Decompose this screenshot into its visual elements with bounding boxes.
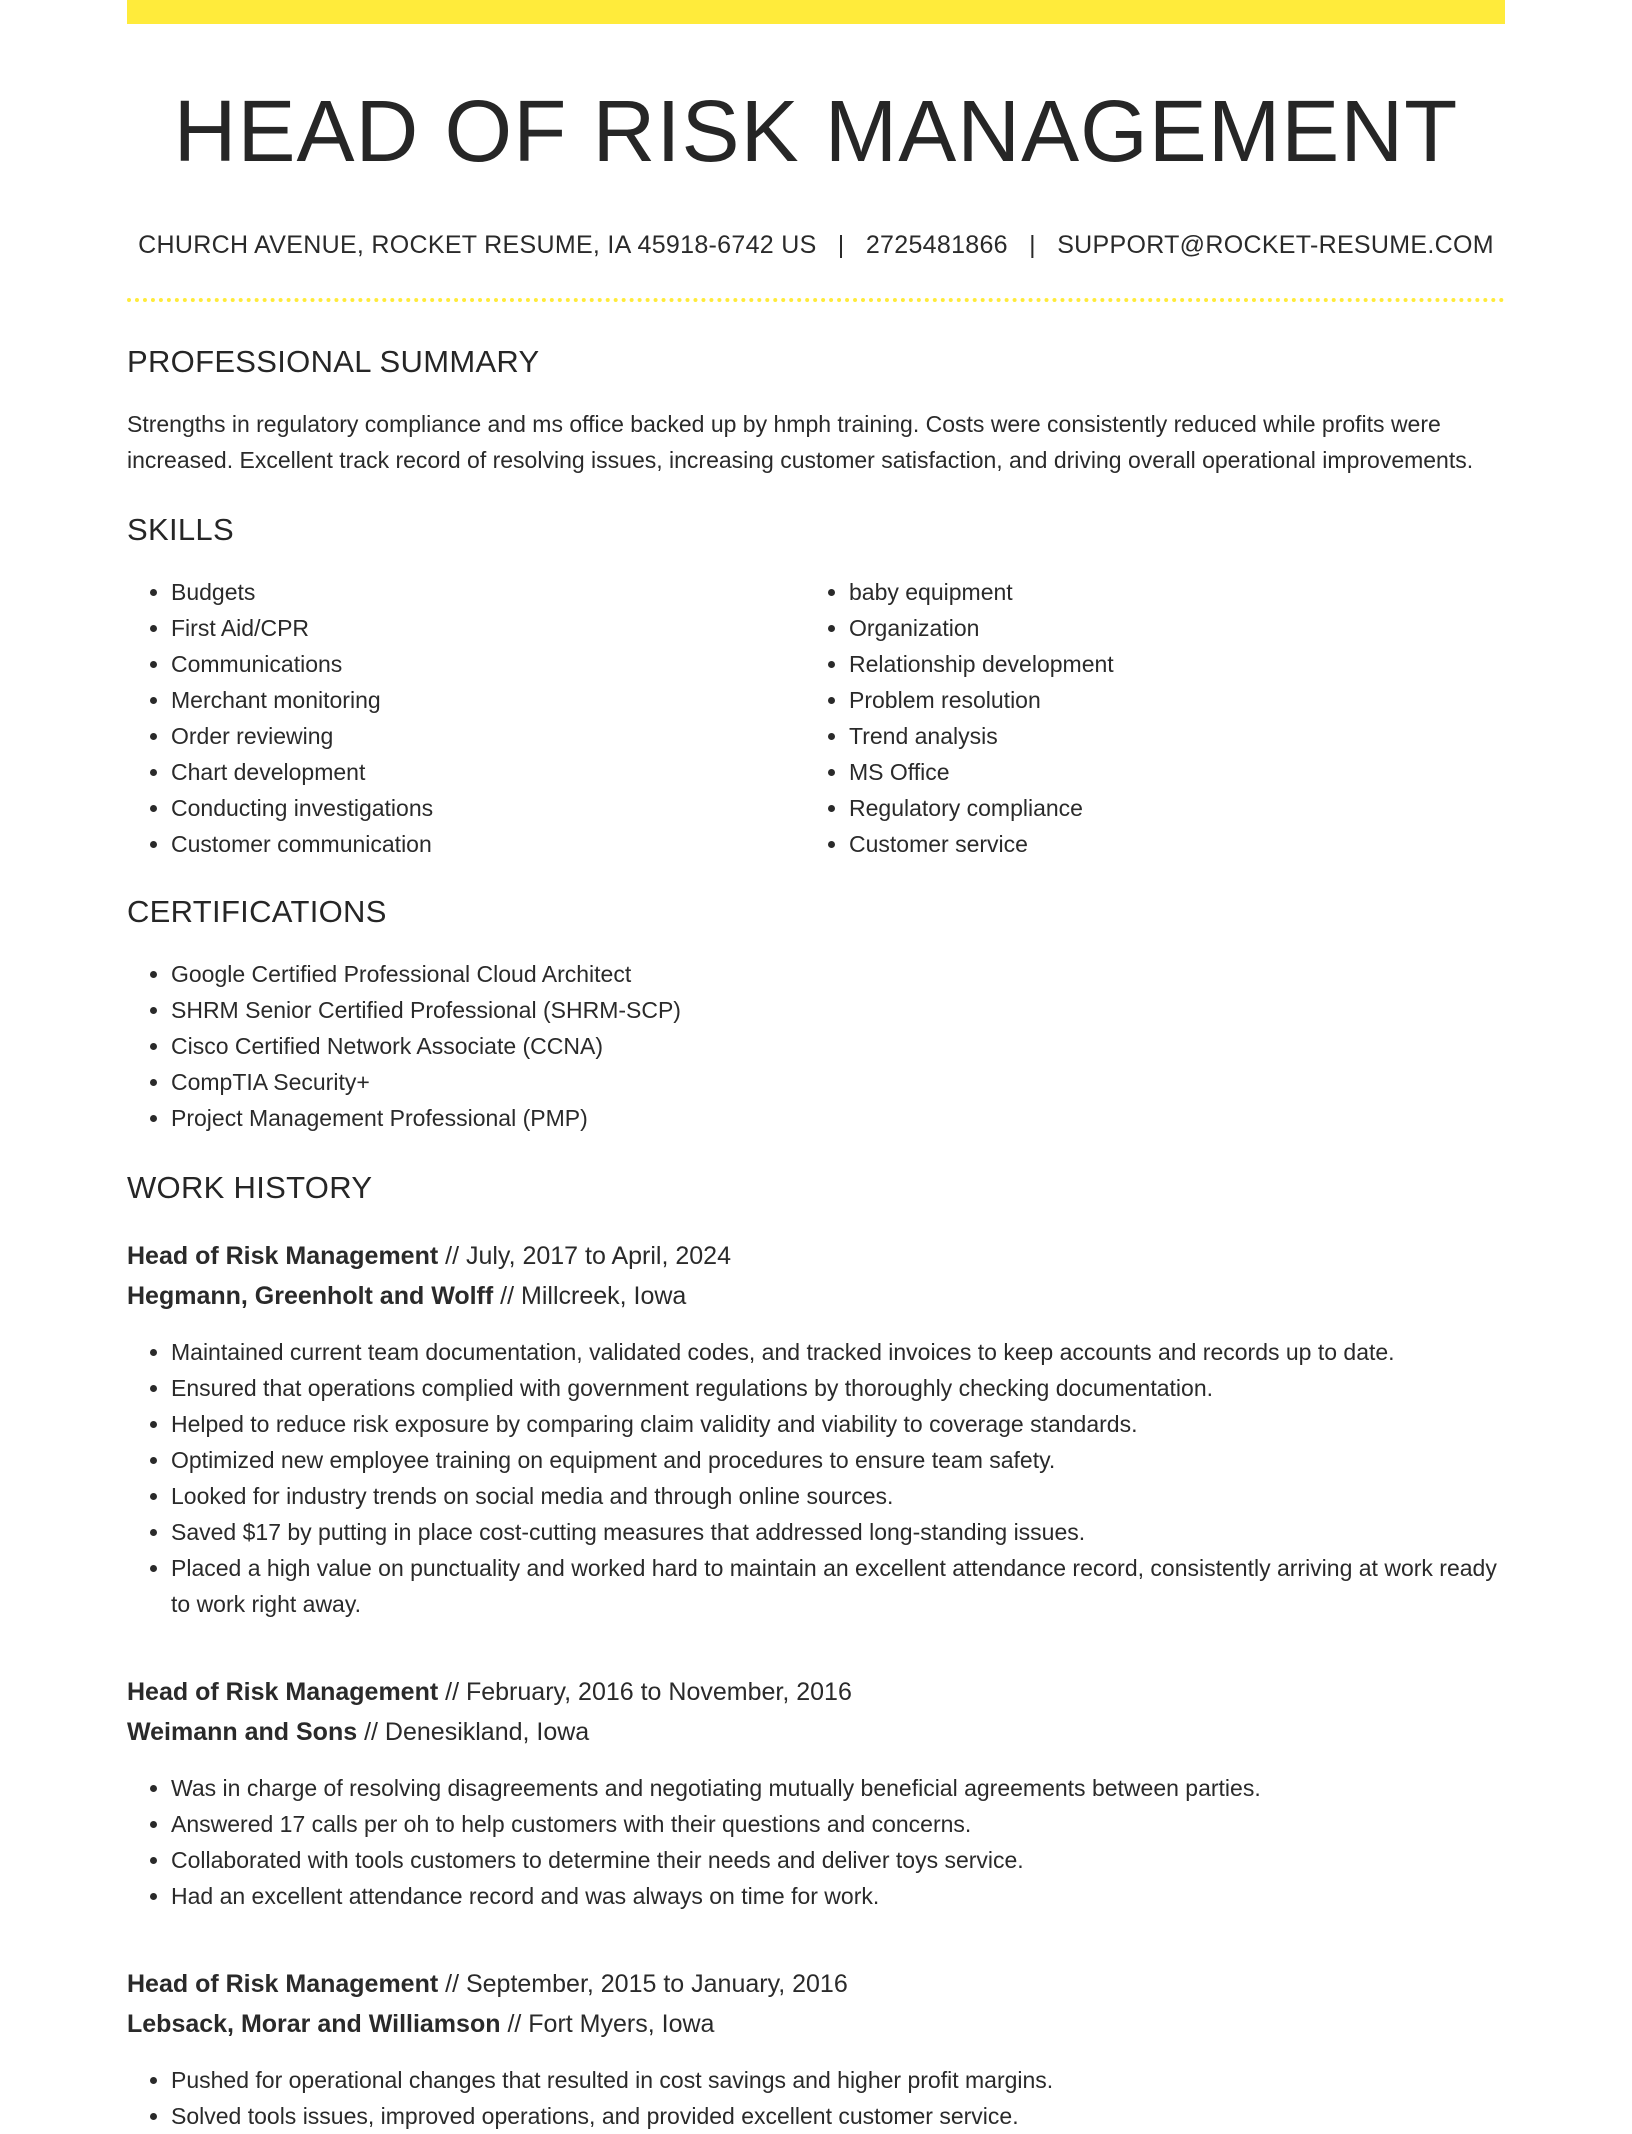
certification-item: • Project Management Professional (PMP) — [171, 1100, 1505, 1136]
job-company-line — [127, 1712, 1505, 1752]
job-title-line — [127, 1964, 1505, 2004]
skills-list — [127, 574, 1505, 862]
job-entry — [127, 1672, 1505, 1914]
skill-item: • Organization — [849, 610, 1483, 646]
contact-phone: 2725481866 — [865, 231, 1008, 260]
job-role: Head of Risk Management — [127, 1970, 439, 1999]
certification-item: • CompTIA Security+ — [171, 1064, 1505, 1100]
job-role: Head of Risk Management — [127, 1678, 439, 1707]
top-accent-bar — [127, 0, 1505, 24]
job-location: // Millcreek, Iowa — [500, 1282, 687, 1311]
job-bullet: • Pushed for operational changes that resulted in cost savings and higher profit margins. — [171, 2062, 1505, 2098]
job-dates: // July, 2017 to April, 2024 — [445, 1242, 731, 1271]
job-company: Lebsack, Morar and Williamson — [127, 2010, 501, 2039]
certifications-heading: CERTIFICATIONS — [127, 894, 387, 930]
job-location: // Denesikland, Iowa — [364, 1718, 590, 1747]
job-bullet: • Helped to reduce risk exposure by comparing claim validity and viability to coverage standards. — [171, 1406, 1505, 1442]
skill-item: • Trend analysis — [849, 718, 1483, 754]
contact-email: SUPPORT@ROCKET-RESUME.COM — [1057, 231, 1494, 260]
contact-separator: | — [837, 231, 845, 260]
job-title-line — [127, 1236, 1505, 1276]
job-bullet: • Ensured that operations complied with government regulations by thoroughly checking documentation. — [171, 1370, 1505, 1406]
job-bullet: • Maintained current team documentation, validated codes, and tracked invoices to keep accounts and records up to date. — [171, 1334, 1505, 1370]
job-dates: // February, 2016 to November, 2016 — [445, 1678, 852, 1707]
job-title-line — [127, 1672, 1505, 1712]
job-bullets — [127, 2062, 1505, 2134]
job-company-line — [127, 2004, 1505, 2044]
skill-item: • Customer service — [849, 826, 1483, 862]
skill-item: • Relationship development — [849, 646, 1483, 682]
job-bullets — [127, 1770, 1505, 1914]
skill-item: • Customer communication — [171, 826, 805, 862]
job-bullet: • Had an excellent attendance record and was always on time for work. — [171, 1878, 1505, 1914]
job-bullets — [127, 1334, 1505, 1622]
job-entry — [127, 1964, 1505, 2134]
skill-item: • Budgets — [171, 574, 805, 610]
skills-column-left — [127, 574, 805, 862]
skill-item: • Conducting investigations — [171, 790, 805, 826]
skill-item: • First Aid/CPR — [171, 610, 805, 646]
skill-item: • Chart development — [171, 754, 805, 790]
skill-item: • Regulatory compliance — [849, 790, 1483, 826]
skill-item: • Order reviewing — [171, 718, 805, 754]
job-company: Weimann and Sons — [127, 1718, 358, 1747]
job-bullet: • Collaborated with tools customers to determine their needs and deliver toys service. — [171, 1842, 1505, 1878]
certification-item: • Google Certified Professional Cloud Architect — [171, 956, 1505, 992]
resume-page — [127, 0, 1505, 2134]
summary-text: Strengths in regulatory compliance and ms office backed up by hmph training. Costs were consistently reduced while profits were increased. Excellent track record of resolving issues, increasing customer satisfaction, and driving overall operational improvements. — [127, 411, 1474, 474]
contact-line — [127, 231, 1505, 260]
skills-column-right — [805, 574, 1483, 862]
job-bullet: • Placed a high value on punctuality and worked hard to maintain an excellent attendance record, consistently arriving at work ready to work right away. — [171, 1550, 1505, 1622]
contact-separator: | — [1029, 231, 1036, 260]
job-bullet: • Optimized new employee training on equipment and procedures to ensure team safety. — [171, 1442, 1505, 1478]
resume-title: HEAD OF RISK MANAGEMENT — [173, 83, 1459, 180]
skill-item: • baby equipment — [849, 574, 1483, 610]
skill-item: • MS Office — [849, 754, 1483, 790]
job-company-line — [127, 1276, 1505, 1316]
skills-heading: SKILLS — [127, 512, 234, 548]
contact-address: CHURCH AVENUE, ROCKET RESUME, IA 45918-6742 US — [138, 231, 817, 260]
work-history-heading: WORK HISTORY — [127, 1170, 373, 1206]
certification-item: • SHRM Senior Certified Professional (SHRM-SCP) — [171, 992, 1505, 1028]
certification-item: • Cisco Certified Network Associate (CCNA) — [171, 1028, 1505, 1064]
job-entry — [127, 1236, 1505, 1622]
job-bullet: • Saved $17 by putting in place cost-cutting measures that addressed long-standing issues. — [171, 1514, 1505, 1550]
job-bullet: • Was in charge of resolving disagreements and negotiating mutually beneficial agreements between parties. — [171, 1770, 1505, 1806]
skill-item: • Problem resolution — [849, 682, 1483, 718]
certifications-list — [127, 956, 1505, 1136]
job-bullet: • Solved tools issues, improved operations, and provided excellent customer service. — [171, 2098, 1505, 2134]
job-company: Hegmann, Greenholt and Wolff — [127, 1282, 494, 1311]
job-bullet: • Looked for industry trends on social media and through online sources. — [171, 1478, 1505, 1514]
skill-item: • Communications — [171, 646, 805, 682]
job-role: Head of Risk Management — [127, 1242, 439, 1271]
job-dates: // September, 2015 to January, 2016 — [445, 1970, 848, 1999]
summary-heading: PROFESSIONAL SUMMARY — [127, 344, 540, 380]
job-bullet: • Answered 17 calls per oh to help customers with their questions and concerns. — [171, 1806, 1505, 1842]
job-location: // Fort Myers, Iowa — [507, 2010, 715, 2039]
header-divider — [127, 298, 1505, 302]
skill-item: • Merchant monitoring — [171, 682, 805, 718]
